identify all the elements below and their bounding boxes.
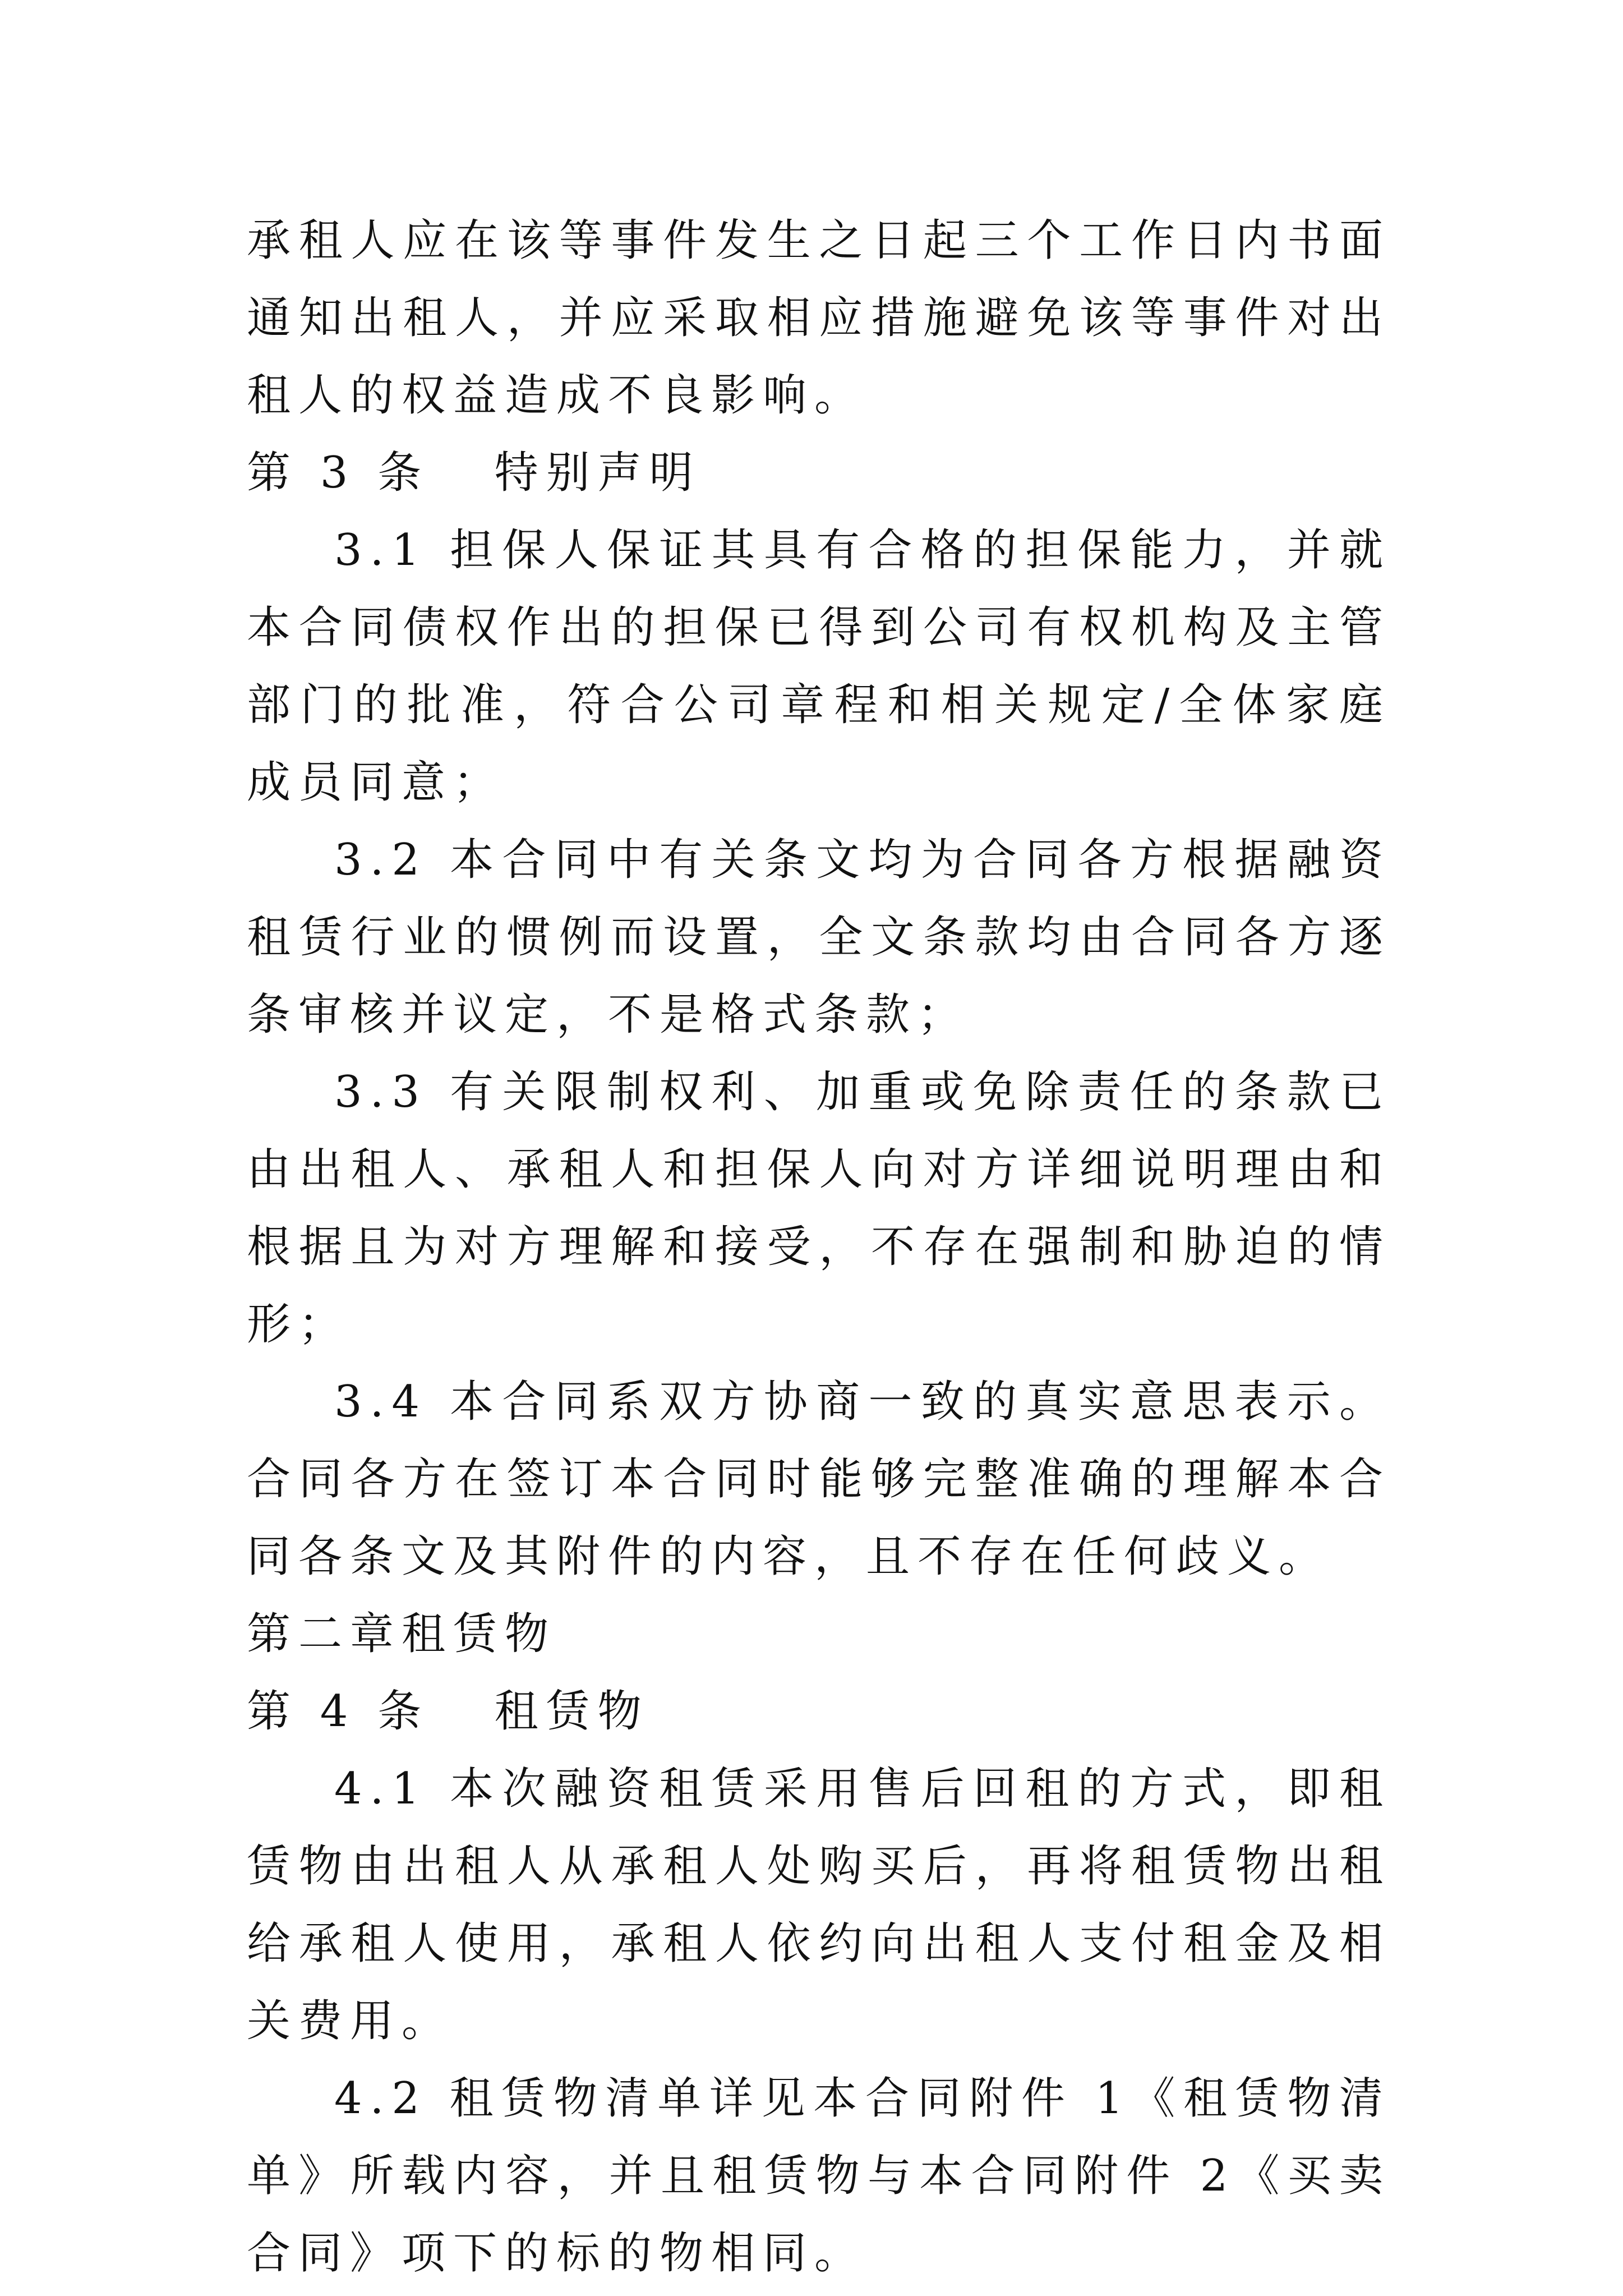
clause-4-2: 4.2 租赁物清单详见本合同附件 1《租赁物清单》所载内容，并且租赁物与本合同附件 2《买卖合同》项下的标的物相同。 xyxy=(247,2073,1391,2279)
clause-3-4: 3.4 本合同系双方协商一致的真实意思表示。合同各方在签订本合同时能够完整准确的理解本合同各条文及其附件的内容，且不存在任何歧义。 xyxy=(247,1377,1391,1582)
chapter-2-heading: 第二章租赁物 xyxy=(247,1609,557,1659)
document-body xyxy=(247,202,1391,2292)
clause-3-1: 3.1 担保人保证其具有合格的担保能力，并就本合同债权作出的担保已得到公司有权机构及主管部门的批准，符合公司章程和相关规定/全体家庭成员同意； xyxy=(247,525,1391,808)
article-3-heading: 第 3 条 特别声明 xyxy=(247,448,701,498)
clause-4-1: 4.1 本次融资租赁采用售后回租的方式，即租赁物由出租人从承租人处购买后，再将租赁物出租给承租人使用，承租人依约向出租人支付租金及相关费用。 xyxy=(247,1764,1391,2046)
article-4-heading: 第 4 条 租赁物 xyxy=(247,1686,649,1737)
clause-3-3: 3.3 有关限制权利、加重或免除责任的条款已由出租人、承租人和担保人向对方详细说明理由和根据且为对方理解和接受，不存在强制和胁迫的情形； xyxy=(247,1067,1391,1350)
paragraph-notice-continuation: 承租人应在该等事件发生之日起三个工作日内书面通知出租人，并应采取相应措施避免该等事件对出租人的权益造成不良影响。 xyxy=(247,215,1391,421)
clause-3-2: 3.2 本合同中有关条文均为合同各方根据融资租赁行业的惯例而设置，全文条款均由合同各方逐条审核并议定，不是格式条款； xyxy=(247,835,1391,1040)
